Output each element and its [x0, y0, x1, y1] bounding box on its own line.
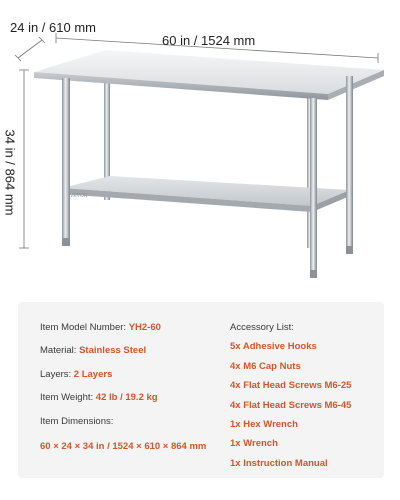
accessory-item: 1x Instruction Manual — [230, 457, 328, 469]
spec-list — [40, 318, 230, 456]
accessory-item: 4x Flat Head Screws M6-45 — [230, 399, 352, 411]
accessory-item: 1x Wrench — [230, 438, 278, 450]
front-right-leg — [346, 76, 353, 246]
spec-card — [18, 302, 384, 478]
accessory-item: 1x Hex Wrench — [230, 419, 298, 431]
model-value: YH2-60 — [128, 322, 161, 333]
accessory-list — [230, 318, 380, 473]
accessory-item: 4x M6 Cap Nuts — [230, 360, 301, 372]
depth-dimension-label: 24 in / 610 mm — [10, 20, 96, 35]
layers-value: 2 Layers — [73, 368, 113, 380]
accessory-item: 4x Flat Head Screws M6-25 — [230, 380, 352, 392]
material-value: Stainless Steel — [79, 345, 147, 357]
weight-value: 42 lb / 19.2 kg — [95, 392, 158, 404]
height-dimension-label: 34 in / 864 mm — [2, 129, 18, 216]
accessory-list-title: Accessory List: — [230, 322, 294, 333]
brand-mark: VEVOR — [70, 193, 88, 199]
accessory-item: 5x Adhesive Hooks — [230, 341, 317, 353]
spec-weight: Item Weight: 42 lb / 19.2 kg — [40, 392, 158, 404]
spec-dimensions-value: 60 × 24 × 34 in / 1524 × 610 × 864 mm — [40, 441, 207, 453]
front-middle-leg — [310, 98, 317, 270]
spec-layers: Layers: 2 Layers — [40, 368, 113, 380]
width-dimension-label: 60 in / 1524 mm — [162, 33, 256, 48]
front-left-leg — [62, 78, 70, 238]
spec-model: Item Model Number: YH2-60 — [40, 322, 161, 333]
spec-dimensions-label: Item Dimensions: — [40, 415, 114, 427]
spec-material: Material: Stainless Steel — [40, 345, 147, 357]
